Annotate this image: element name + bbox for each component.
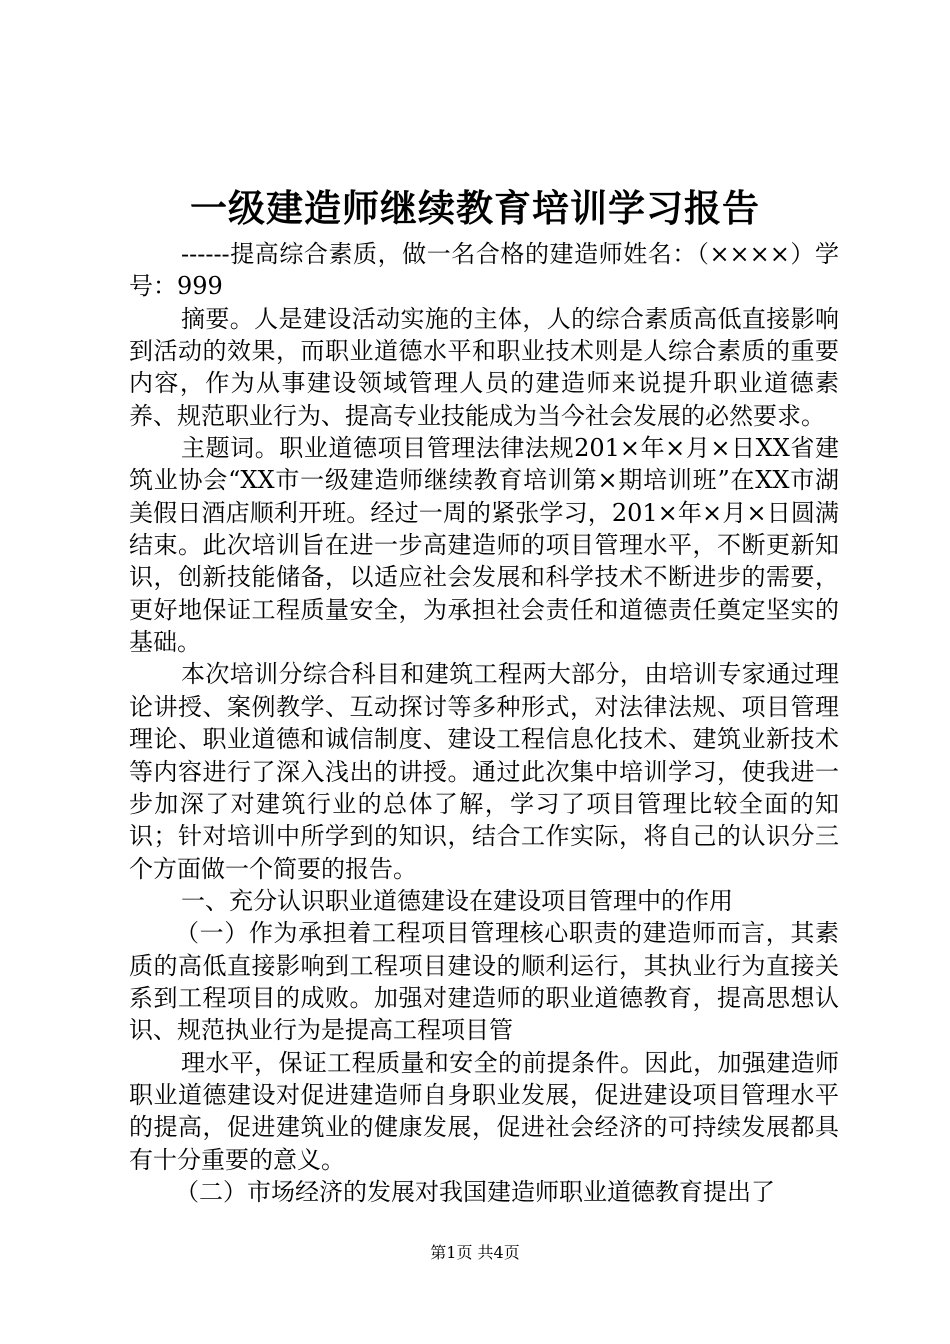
keywords-paragraph: 主题词。职业道德项目管理法律法规201×年×月×日XX省建筑业协会“XX市一级建造师继续教育培训第×期培训班”在XX市湖美假日酒店顺利开班。经过一周的紧张学习，201×年×月×日圆满结束。此次培训旨在进一步高建造师的项目管理水平，不断更新知识，创新技能储备，以适应社会发展和科学技术不断进步的需要，更好地保证工程质量安全，为承担社会责任和道德责任奠定坚实的基础。: [129, 434, 839, 657]
body-paragraph: 理水平，保证工程质量和安全的前提条件。因此，加强建造师职业道德建设对促进建造师自身职业发展，促进建设项目管理水平的提高，促进建筑业的健康发展，促进社会经济的可持续发展都具有十分重要的意义。: [129, 1048, 839, 1174]
body-paragraph: （一）作为承担着工程项目管理核心职责的建造师而言，其素质的高低直接影响到工程项目建设的顺利运行，其执业行为直接关系到工程项目的成败。加强对建造师的职业道德教育，提高思想认识、规范执业行为是提高工程项目管: [129, 919, 839, 1045]
document-body: [129, 238, 839, 1208]
subtitle-paragraph: ------提高综合素质，做一名合格的建造师姓名：（××××）学号：999: [129, 240, 839, 301]
document-title: 一级建造师继续教育培训学习报告: [190, 186, 760, 230]
body-paragraph: （二）市场经济的发展对我国建造师职业道德教育提出了: [175, 1177, 775, 1206]
abstract-paragraph: 摘要。人是建设活动实施的主体，人的综合素质高低直接影响到活动的效果，而职业道德水平和职业技术则是人综合素质的重要内容，作为从事建设领域管理人员的建造师来说提升职业道德素养、规范职业行为、提高专业技能成为当今社会发展的必然要求。: [129, 304, 839, 430]
section-heading: 一、充分认识职业道德建设在建设项目管理中的作用: [181, 886, 733, 915]
body-paragraph: 本次培训分综合科目和建筑工程两大部分，由培训专家通过理论讲授、案例教学、互动探讨等多种形式，对法律法规、项目管理理论、职业道德和诚信制度、建设工程信息化技术、建筑业新技术等内容进行了深入浅出的讲授。通过此次集中培训学习，使我进一步加深了对建筑行业的总体了解，学习了项目管理比较全面的知识；针对培训中所学到的知识，结合工作实际，将自己的认识分三个方面做一个简要的报告。: [129, 660, 839, 883]
page-footer: 第1页 共4页: [430, 1243, 520, 1262]
